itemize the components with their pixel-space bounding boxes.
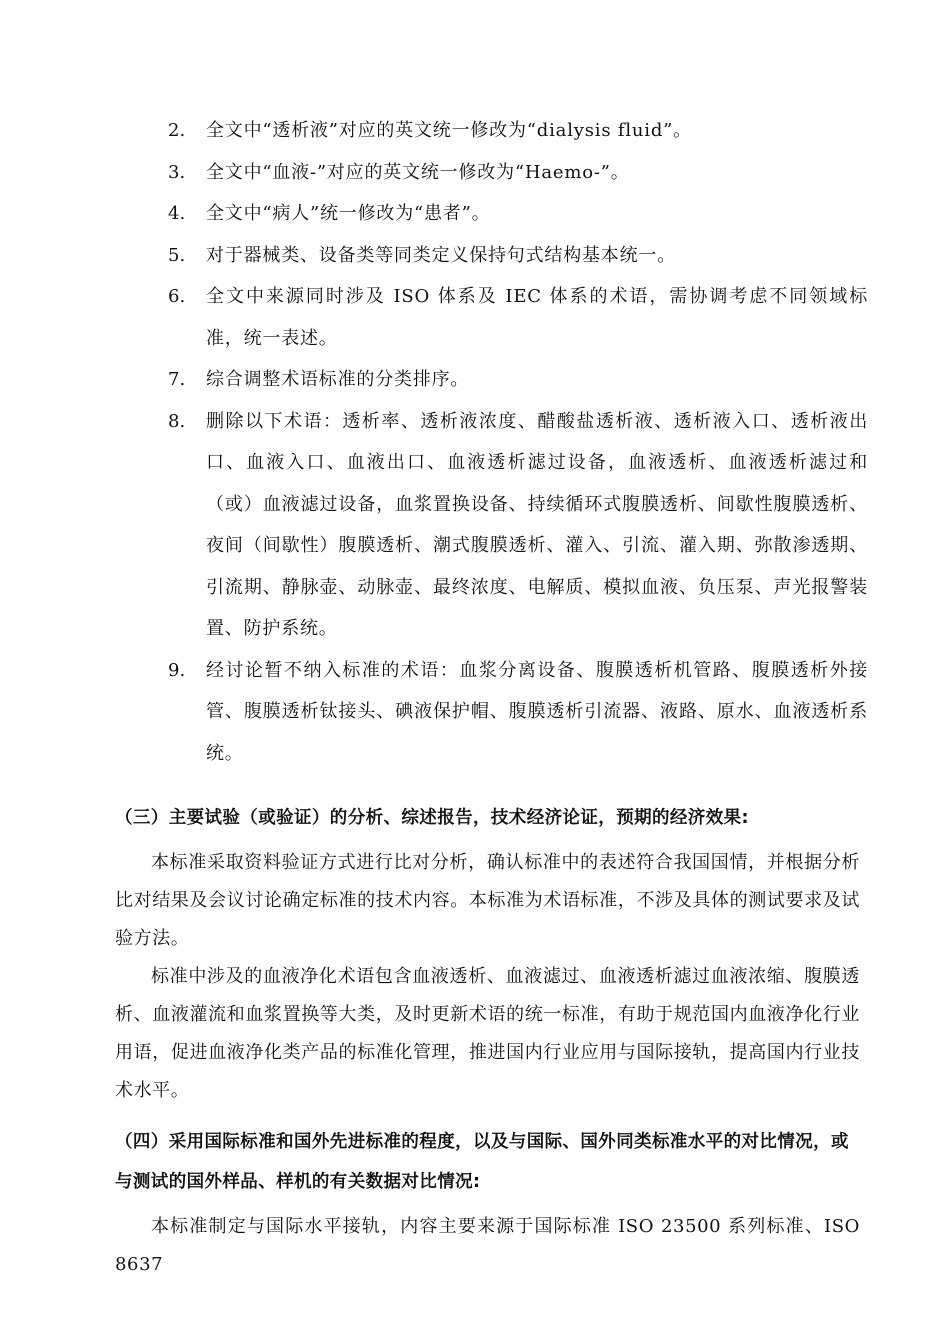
list-item-text: 全文中来源同时涉及 ISO 体系及 IEC 体系的术语，需协调考虑不同领域标准，统一表述。 [206,286,868,349]
list-item [168,401,868,650]
section-four [115,1122,860,1284]
revision-list [168,110,868,774]
section-four-paragraph: 本标准制定与国际水平接轨，内容主要来源于国际标准 ISO 23500 系列标准、ISO 8637 [115,1216,860,1275]
list-item [168,650,868,775]
list-item-text: 综合调整术语标准的分类排序。 [206,369,470,390]
section-three [115,798,860,1110]
list-item-text: 全文中“病人”统一修改为“患者”。 [206,203,491,224]
list-item [168,152,868,194]
section-three-paragraph: 本标准采取资料验证方式进行比对分析，确认标准中的表述符合我国国情，并根据分析比对结果及会议讨论确定标准的技术内容。本标准为术语标准，不涉及具体的测试要求及试验方法。 [115,852,860,949]
list-item-text: 对于器械类、设备类等同类定义保持句式结构基本统一。 [206,244,676,266]
list-item [168,359,868,401]
list-item-number: 7. [168,369,186,390]
list-item-text: 全文中“血液-”对应的英文统一修改为“Haemo-”。 [206,161,630,183]
list-item-number: 3. [168,161,186,183]
list-item-number: 6. [168,286,186,307]
list-item [168,193,868,235]
list-item [168,276,868,359]
section-three-heading: （三）主要试验（或验证）的分析、综述报告，技术经济论证，预期的经济效果: [115,808,749,828]
list-item-number: 8. [168,410,186,432]
section-four-heading: （四）采用国际标准和国外先进标准的程度，以及与国际、国外同类标准水平的对比情况，或与测试的国外样品、样机的有关数据对比情况: [115,1132,849,1192]
list-item [168,110,868,152]
list-item-text: 经讨论暂不纳入标准的术语：血浆分离设备、腹膜透析机管路、腹膜透析外接管、腹膜透析钛接头、碘液保护帽、腹膜透析引流器、液路、原水、血液透析系统。 [206,659,868,764]
list-item-number: 2. [168,120,186,141]
section-three-paragraph: 标准中涉及的血液净化术语包含血液透析、血液滤过、血液透析滤过血液浓缩、腹膜透析、血液灌流和血浆置换等大类，及时更新术语的统一标准，有助于规范国内血液净化行业用语，促进血液净化类产品的标准化管理，推进国内行业应用与国际接轨，提高国内行业技术水平。 [115,966,860,1101]
list-item-number: 5. [168,244,186,266]
list-item [168,235,868,277]
list-item-number: 9. [168,659,186,681]
list-item-text: 删除以下术语：透析率、透析液浓度、醋酸盐透析液、透析液入口、透析液出口、血液入口、血液出口、血液透析滤过设备，血液透析、血液透析滤过和（或）血液滤过设备，血浆置换设备、持续循环式腹膜透析、间歇性腹膜透析、夜间（间歇性）腹膜透析、潮式腹膜透析、灌入、引流、灌入期、弥散渗透期、引流期、静脉壶、动脉壶、最终浓度、电解质、模拟血液、负压泵、声光报警装置、防护系统。 [206,410,868,639]
list-item-text: 全文中“透析液”对应的英文统一修改为“dialysis fluid”。 [206,120,692,141]
list-item-number: 4. [168,203,186,224]
